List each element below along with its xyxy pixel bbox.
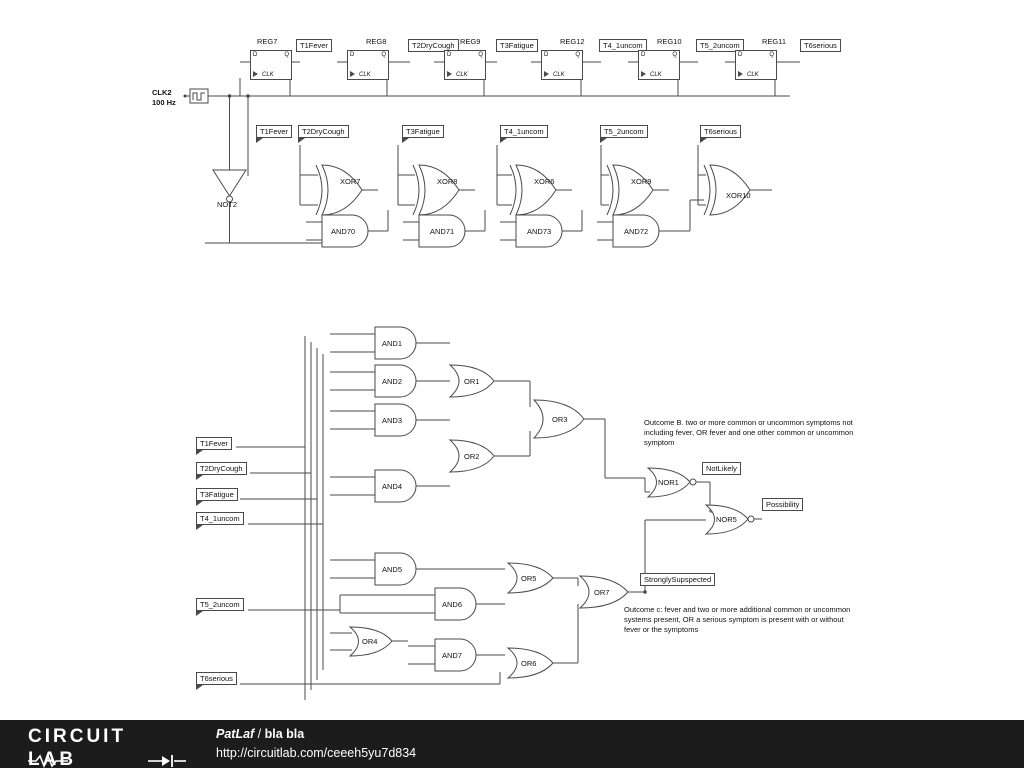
clock-edge-icon xyxy=(544,71,549,77)
ff-pin-d: D xyxy=(253,52,258,58)
gate-name-and5: AND5 xyxy=(382,565,403,574)
ff-pin-q: Q xyxy=(769,52,774,58)
gate-name-nor5: NOR5 xyxy=(716,515,737,524)
footer-meta xyxy=(216,727,304,741)
port-label-t3fatigue[interactable]: T3Fatigue xyxy=(402,125,444,138)
flipflop-reg8[interactable] xyxy=(347,50,389,80)
footer-url[interactable]: http://circuitlab.com/ceeeh5yu7d834 xyxy=(216,746,417,760)
output-label-notlikely[interactable]: NotLikely xyxy=(702,462,741,475)
clock-edge-icon xyxy=(350,71,355,77)
ff-pin-q: Q xyxy=(672,52,677,58)
label-t4-1uncom-out[interactable]: T4_1uncom xyxy=(599,39,647,52)
logo-line-2: LAB xyxy=(28,749,77,770)
gate-name-or5: OR5 xyxy=(521,574,537,583)
gate-name-xor7: XOR7 xyxy=(340,177,361,186)
output-label-possibility[interactable]: Possibility xyxy=(762,498,803,511)
input-port-t3fatigue[interactable]: T3Fatigue xyxy=(196,488,238,501)
gate-name-and6: AND6 xyxy=(442,600,463,609)
ff-pin-clk: CLK xyxy=(456,72,468,78)
ff-pin-clk: CLK xyxy=(747,72,759,78)
clock-frequency: 100 Hz xyxy=(152,98,176,107)
footer-username[interactable]: PatLaf xyxy=(216,727,255,741)
register-name-4: REG10 xyxy=(657,37,682,46)
gate-name-and2: AND2 xyxy=(382,377,403,386)
gate-name-and72: AND72 xyxy=(624,227,649,236)
gate-name-and3: AND3 xyxy=(382,416,403,425)
ff-pin-clk: CLK xyxy=(359,72,371,78)
footer-bar xyxy=(0,720,1024,768)
gate-name-or6: OR6 xyxy=(521,659,537,668)
label-t6serious-out[interactable]: T6serious xyxy=(800,39,841,52)
input-port-t1fever[interactable]: T1Fever xyxy=(196,437,232,450)
gate-name-or2: OR2 xyxy=(464,452,480,461)
output-label-stronglysupspected[interactable]: StronglySupspected xyxy=(640,573,715,586)
port-label-t4-1uncom[interactable]: T4_1uncom xyxy=(500,125,548,138)
port-label-t2drycough[interactable]: T2DryCough xyxy=(298,125,349,138)
flipflop-reg11[interactable] xyxy=(735,50,777,80)
label-t3fatigue-out[interactable]: T3Fatigue xyxy=(496,39,538,52)
gate-name-nor1: NOR1 xyxy=(658,478,679,487)
ff-pin-q: Q xyxy=(575,52,580,58)
logo-line-1: CIRCUIT xyxy=(28,726,127,747)
note-outcome-b: Outcome B. two or more common or uncommon symptoms not including fever, OR fever and one other common or uncommon symptom xyxy=(644,418,854,447)
gate-name-xor6: XOR6 xyxy=(534,177,555,186)
clock-edge-icon xyxy=(253,71,258,77)
gate-name-or3: OR3 xyxy=(552,415,568,424)
gate-name-not2: NOT2 xyxy=(217,200,238,209)
gate-name-and1: AND1 xyxy=(382,339,403,348)
clock-name: CLK2 xyxy=(152,88,172,97)
input-port-t5-2uncom[interactable]: T5_2uncom xyxy=(196,598,244,611)
gate-name-and7: AND7 xyxy=(442,651,463,660)
gate-name-or1: OR1 xyxy=(464,377,480,386)
footer-separator: / xyxy=(254,727,265,741)
gate-name-and73: AND73 xyxy=(527,227,552,236)
port-label-t1fever[interactable]: T1Fever xyxy=(256,125,292,138)
label-t1fever-out[interactable]: T1Fever xyxy=(296,39,332,52)
flipflop-reg9[interactable] xyxy=(444,50,486,80)
register-name-0: REG7 xyxy=(257,37,278,46)
gate-name-and71: AND71 xyxy=(430,227,455,236)
logo-waveform-icon xyxy=(28,754,208,768)
ff-pin-d: D xyxy=(350,52,355,58)
flipflop-reg12[interactable] xyxy=(541,50,583,80)
gate-name-xor10: XOR10 xyxy=(726,191,751,200)
clock-edge-icon xyxy=(447,71,452,77)
clock-edge-icon xyxy=(738,71,743,77)
flipflop-reg7[interactable] xyxy=(250,50,292,80)
gate-name-or7: OR7 xyxy=(594,588,610,597)
gate-name-and4: AND4 xyxy=(382,482,403,491)
ff-pin-clk: CLK xyxy=(650,72,662,78)
port-label-t5-2uncom[interactable]: T5_2uncom xyxy=(600,125,648,138)
register-name-1: REG8 xyxy=(366,37,387,46)
note-outcome-c: Outcome c: fever and two or more additional common or uncommon systems present, OR a serious symptom is present with or without fever or the symptoms xyxy=(624,605,851,634)
register-name-2: REG9 xyxy=(460,37,481,46)
ff-pin-q: Q xyxy=(478,52,483,58)
input-port-t6serious[interactable]: T6serious xyxy=(196,672,237,685)
ff-pin-q: Q xyxy=(381,52,386,58)
ff-pin-clk: CLK xyxy=(553,72,565,78)
port-label-t6serious[interactable]: T6serious xyxy=(700,125,741,138)
ff-pin-d: D xyxy=(544,52,549,58)
footer-title: bla bla xyxy=(264,727,305,741)
ff-pin-d: D xyxy=(447,52,452,58)
label-t2drycough-out[interactable]: T2DryCough xyxy=(408,39,459,52)
gate-name-xor8: XOR8 xyxy=(437,177,458,186)
gate-name-or4: OR4 xyxy=(362,637,378,646)
input-port-t4-1uncom[interactable]: T4_1uncom xyxy=(196,512,244,525)
register-name-5: REG11 xyxy=(762,37,787,46)
ff-pin-d: D xyxy=(738,52,743,58)
ff-pin-d: D xyxy=(641,52,646,58)
ff-pin-q: Q xyxy=(284,52,289,58)
input-port-t2drycough[interactable]: T2DryCough xyxy=(196,462,247,475)
gate-name-and70: AND70 xyxy=(331,227,356,236)
label-t5-2uncom-out[interactable]: T5_2uncom xyxy=(696,39,744,52)
ff-pin-clk: CLK xyxy=(262,72,274,78)
register-name-3: REG12 xyxy=(560,37,585,46)
flipflop-reg10[interactable] xyxy=(638,50,680,80)
clock-edge-icon xyxy=(641,71,646,77)
gate-name-xor9: XOR9 xyxy=(631,177,652,186)
